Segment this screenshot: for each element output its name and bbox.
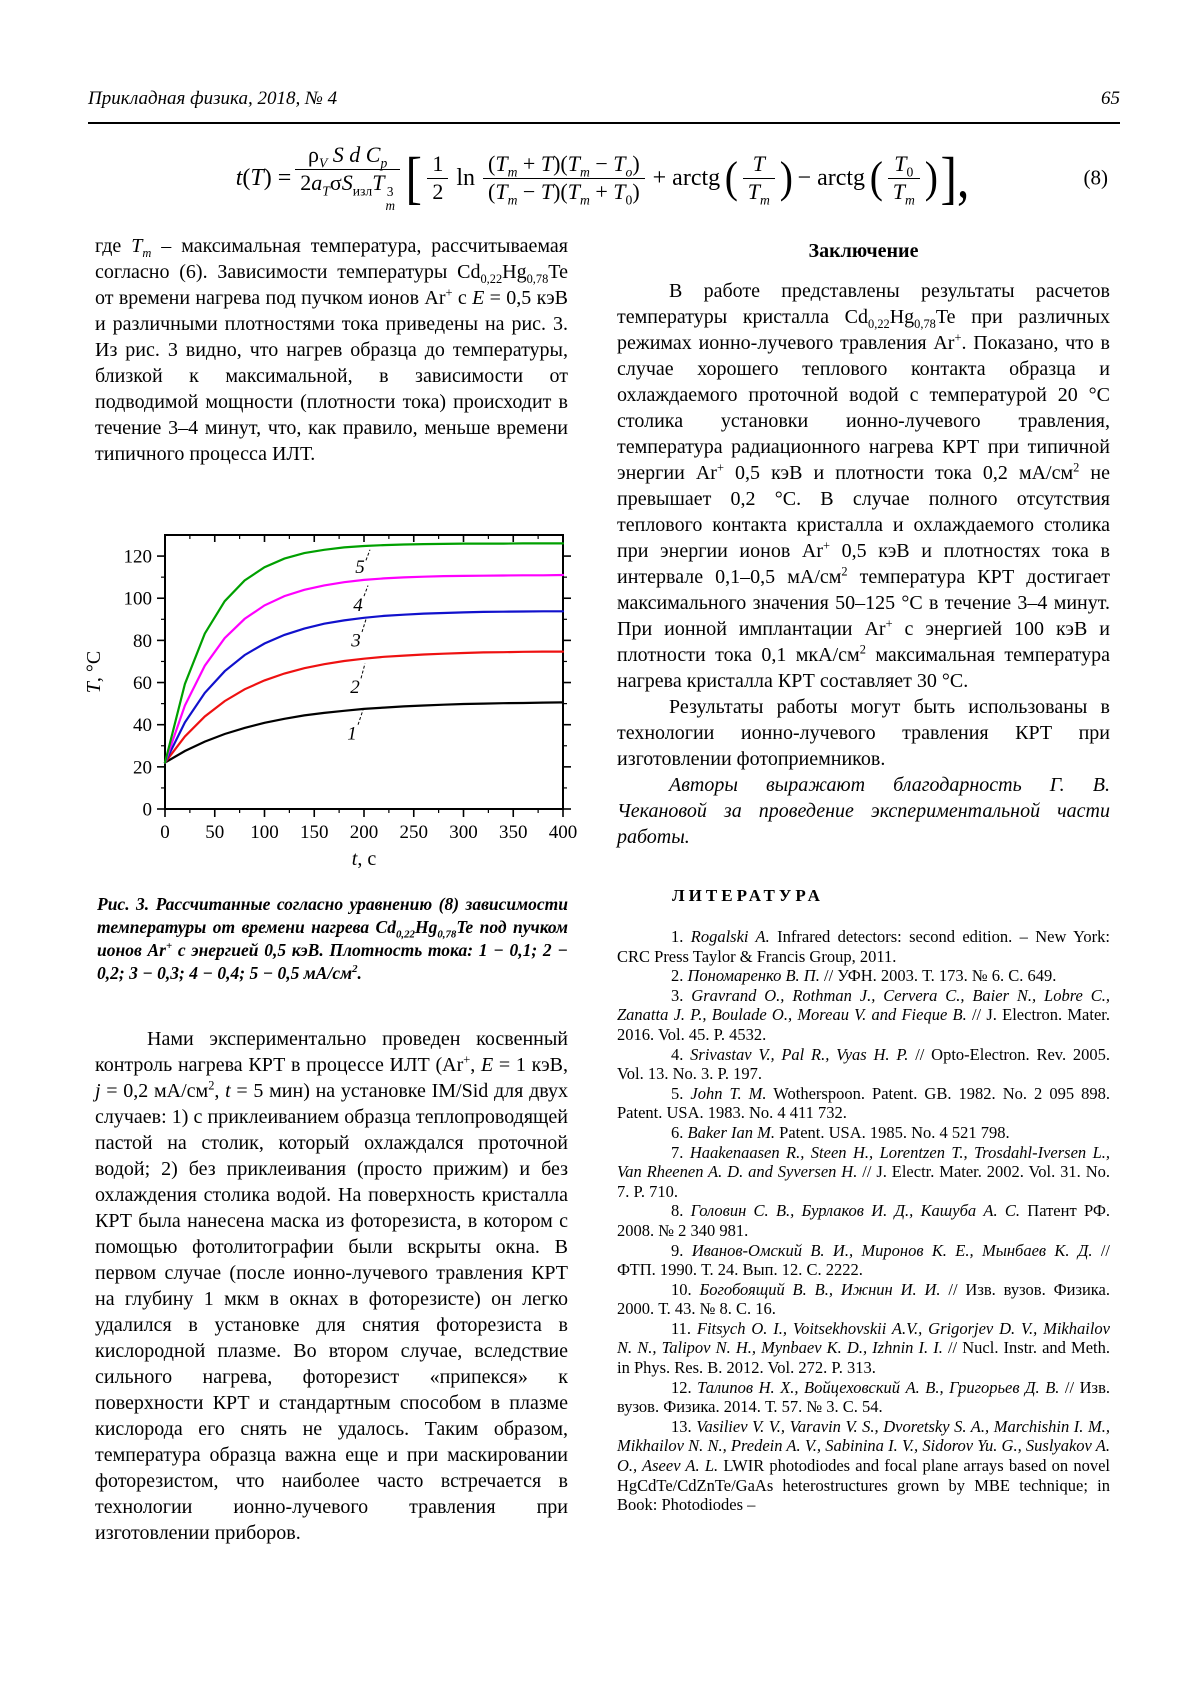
reference-item-9: 9. Иванов-Омский В. И., Миронов К. Е., Мынбаев К. Д. // ФТП. 1990. Т. 24. Вып. 12. С. 2222. <box>617 1240 1110 1280</box>
svg-text:1: 1 <box>347 723 357 745</box>
conclusion-heading: Заключение <box>808 240 919 262</box>
svg-text:100: 100 <box>123 588 152 610</box>
reference-item-8: 8. Головин С. В., Бурлаков И. Д., Кашуба А. С. Патент РФ. 2008. № 2 340 981. <box>617 1201 1110 1240</box>
svg-text:300: 300 <box>449 822 478 843</box>
svg-text:3: 3 <box>351 630 361 652</box>
svg-text:t, c: t, c <box>351 848 377 870</box>
reference-item-12: 12. Талипов Н. Х., Войцеховский А. В., Григорьев Д. В. // Изв. вузов. Физика. 2014. Т. 57. № 3. С. 54. <box>617 1377 1110 1417</box>
svg-text:50: 50 <box>205 822 225 843</box>
svg-text:120: 120 <box>123 546 152 568</box>
svg-text:4: 4 <box>353 594 363 616</box>
svg-text:150: 150 <box>300 822 329 843</box>
svg-text:40: 40 <box>133 715 152 737</box>
svg-text:200: 200 <box>349 822 379 843</box>
plus-arctg: + arctg <box>652 164 721 191</box>
journal-title: Прикладная физика, 2018, № 4 <box>88 88 338 109</box>
left-paragraph-2: Нами экспериментально проведен косвенный контроль нагрева КРТ в процессе ИЛТ (Ar+, E = 1 кэВ, j = 0,2 $мА/см^2$, t = 5 мин) на установке IM/Sid для двух случаев: 1) с приклеиванием образца теплопроводящей пастой на столик, который охлаждался проточной водой; 2) без приклеивания (просто прижим) и без охлаждения столика водой. На поверхность кристалла КРТ была нанесена маска из фоторезиста, в котором с помощью фотолитографии были вскрыты окна. В первом случае (после ионно-лучевого травления КРТ на глубину 1 мкм в окнах в фоторезисте) он легко удалился в установке для снятия фоторезиста в кислородной плазме. Во втором случае, вследствие сильного нагрева, фоторезист «припекся» к поверхности КРТ и стандартным способом в плазме кислорода его снять не удалось. Таким образом, температура образца важна еще и при маскировании фоторезистом, что наиболее часто встречается в технологии ионно-лучевого травления при изготовлении приборов. <box>95 1028 569 1544</box>
reference-item-4: 4. Srivastav V., Pal R., Vyas H. P. // Opto-Electron. Rev. 2005. Vol. 13. No. 3. P. 197. <box>617 1044 1111 1084</box>
page-number: 65 <box>1101 88 1120 109</box>
acknowledgment: Авторы выражают благодарность Г. В. Чекановой за проведение экспериментальной части работы. <box>617 774 1110 848</box>
svg-text:20: 20 <box>133 757 152 779</box>
svg-text:T, °C: T, °C <box>83 650 105 694</box>
svg-text:100: 100 <box>250 822 279 843</box>
conclusion-paragraph-1: В работе представлены результаты расчетов температуры кристалла $Cd_{0,22}Hg_{0,78}Te$ при различных режимах ионно-лучевого травления Ar+. Показано, что в случае хорошего теплового контакта образца и охлаждаемого проточной водой с температурой 20 °C столика установки ионно-лучевого травления, температура радиационного нагрева КРТ при типичной энергии Ar+ 0,5 кэВ и плотности тока 0,2 $мА/см^2$ не превышает 0,2 °C. В случае полного отсутствия теплового контакта кристалла и охлаждаемого столика при энергии ионов Ar+ 0,5 кэВ и плотностях тока в интервале 0,1–0,5 $мА/см^2$ температура КРТ достигает максимального значения 50–125 °C в течение 3–4 минут. При ионной имплантации Ar+ с энергией 100 кэВ и плотности тока 0,1 мкА/$см^2$ максимальная температура нагрева кристалла КРТ составляет 30 °C. <box>617 280 1111 692</box>
reference-item-3: 3. Gravrand O., Rothman J., Cervera C., Baier N., Lobre C., Zanatta J. P., Boulade O., Moreau V. and Fieque B. // J. Electron. Mater. 2016. Vol. 45. P. 4532. <box>617 985 1111 1044</box>
svg-text:0: 0 <box>160 822 170 843</box>
arctg2-fraction: $\frac{T_0}{T_m}$ <box>888 151 920 205</box>
ln-function: ln <box>456 164 475 191</box>
reference-item-11: 11. Fitsych O. I., Voitsekhovskii A.V., Grigorjev D. V., Mikhailov N. N., Talipov N. H., Mynbaev K. D., Izhnin I. I. // Nucl. Instr. and Meth. in Phys. Res. B. 2012. Vol. 272. P. 313. <box>617 1318 1110 1378</box>
reference-item-6: 6. Baker Ian M. Patent. USA. 1985. No. 4 521 798. <box>671 1122 1010 1142</box>
equation-lhs: t(T) = <box>235 164 292 191</box>
header-rule <box>88 122 1120 124</box>
fraction-denominator: $2a_T\sigma S_{изл}T$ 3 m <box>295 169 400 214</box>
left-paragraph-1: где $T_m$ – максимальная температура, рассчитываемая согласно (6). Зависимости температуры $Cd_{0,22}Hg_{0,78}Te$ от времени нагрева под пучком ионов Ar+ с E = 0,5 кэВ и различными плотностями тока приведены на рис. 3. Из рис. 3 видно, что нагрев образца до температуры, близкой к максимальной, в зависимости от подводимой мощности (плотности тока) происходит в течение 3–4 минут, что, как правило, меньше времени типичного процесса ИЛТ. <box>95 235 568 465</box>
equation-main-fraction <box>295 142 400 214</box>
reference-item-13: 13. Vasiliev V. V., Varavin V. S., Dvoretsky S. A., Marchishin I. M., Mikhailov N. N., Predein A. V., Sabinina I. V., Sidorov Yu. G., Suslyakov A. O., Aseev A. L. LWIR photodiodes and focal plane arrays based on novel HgCdTe/CdZnTe/GaAs heterostructures grown by MBE technique; in Book: Photodiodes – <box>617 1416 1111 1515</box>
references-list <box>617 927 1110 1515</box>
fraction-numerator: $\rho_V$ S d $C_p$ <box>307 142 388 171</box>
equation-8: t(T) = $\rho_V$ S d $C_p$ $2a_T\sigma S_{изл}T$ 3 m [ $\frac{1}{2}$ ln $\frac{(T_m + T)(T_m - T_o)}{(T_m - T)(T_m + T_0)}$ + arctg ( $\frac{T}{T_m}$ ) − arctg ( $\frac{T_0}{T_m}$ ) ], (8) <box>235 142 1108 214</box>
reference-item-1: 1. Rogalski A. Infrared detectors: second edition. – New York: CRC Press Taylor & Francis Group, 2011. <box>617 927 1110 966</box>
minus-arctg: − arctg <box>797 164 866 191</box>
svg-text:60: 60 <box>133 673 152 695</box>
reference-item-7: 7. Haakenaasen R., Steen H., Lorentzen T., Trosdahl-Iversen L., Van Rheenen A. D. and Syversen H. // J. Electr. Mater. 2002. Vol. 31. No. 7. P. 710. <box>617 1142 1111 1201</box>
equation-number: (8) <box>1083 165 1108 190</box>
svg-text:0: 0 <box>142 799 152 821</box>
svg-text:5: 5 <box>355 556 365 578</box>
svg-text:80: 80 <box>133 630 152 652</box>
right-column <box>617 240 1110 1515</box>
reference-item-2: 2. Пономаренко В. П. // УФН. 2003. Т. 173. № 6. С. 649. <box>671 966 1057 986</box>
svg-text:250: 250 <box>399 822 428 843</box>
svg-text:350: 350 <box>499 822 528 843</box>
conclusion-paragraph-2: Результаты работы могут быть использованы в технологии ионно-лучевого травления КРТ при изготовлении фотоприемников. <box>617 696 1110 770</box>
one-half-fraction: $\frac{1}{2}$ <box>427 151 448 205</box>
page-header <box>88 88 1120 110</box>
references-heading: ЛИТЕРАТУРА <box>672 886 824 905</box>
log-argument-fraction: $\frac{(T_m + T)(T_m - T_o)}{(T_m - T)(T_m + T_0)}$ <box>483 151 645 205</box>
arctg1-fraction: $\frac{T}{T_m}$ <box>743 151 775 205</box>
reference-item-10: 10. Богобоящий В. В., Ижнин И. И. // Изв. вузов. Физика. 2000. Т. 43. № 8. С. 16. <box>617 1279 1111 1319</box>
svg-text:2: 2 <box>350 677 360 699</box>
figure-3-caption: Рис. 3. Рассчитанные согласно уравнению (8) зависимости температуры от времени нагрева $Cd_{0,22}Hg_{0,78}Te$ под пучком ионов Ar+ с энергией 0,5 кэВ. Плотность тока: 1 − 0,1; 2 − 0,2; 3 − 0,3; 4 − 0,4; 5 − 0,5 $мА/см^2$. <box>97 894 568 983</box>
temperature-time-line-chart <box>60 462 580 874</box>
svg-text:400: 400 <box>548 822 578 843</box>
reference-item-5: 5. John T. M. Wotherspoon. Patent. GB. 1982. No. 2 095 898. Patent. USA. 1983. No. 4 411 732. <box>617 1083 1110 1123</box>
